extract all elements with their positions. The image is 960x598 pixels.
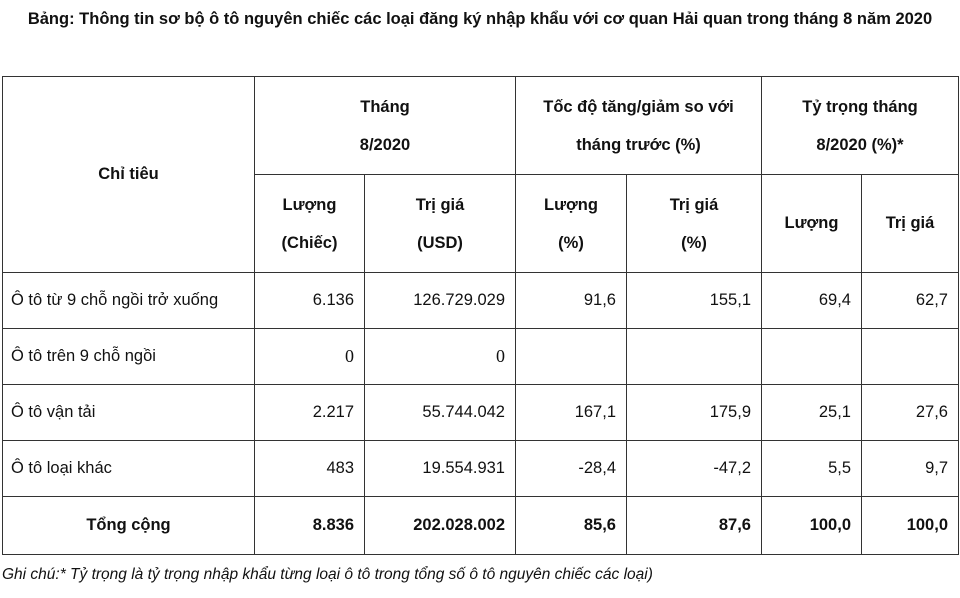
header-thang-line1: Tháng [360,97,410,116]
cell-chg-qty: -28,4 [516,441,627,497]
cell-chg-qty: 167,1 [516,385,627,441]
table-row [3,273,959,329]
table-title: Bảng: Thông tin sơ bộ ô tô nguyên chiếc các loại đăng ký nhập khẩu với cơ quan Hải quan trong tháng 8 năm 2020 [27,10,933,28]
total-share-val: 100,0 [862,497,959,555]
import-table [2,76,959,555]
header-ty-trong [762,77,959,175]
total-qty: 8.836 [255,497,365,555]
total-label: Tổng cộng [3,497,255,555]
total-value: 202.028.002 [365,497,516,555]
header-g3-trigia: Trị giá [862,175,959,273]
total-share-qty: 100,0 [762,497,862,555]
cell-share-qty: 69,4 [762,273,862,329]
header-g2-luong-line2: (%) [558,233,584,252]
table-row [3,329,959,385]
cell-qty: 483 [255,441,365,497]
header-g1-trigia-line1: Trị giá [415,195,465,214]
header-g2-trigia [627,175,762,273]
header-g2-luong [516,175,627,273]
row-label: Ô tô loại khác [3,441,255,497]
header-g1-luong-line1: Lượng [282,195,337,214]
row-label: Ô tô vận tải [3,385,255,441]
cell-chg-qty [516,329,627,385]
cell-value: 126.729.029 [365,273,516,329]
cell-qty: 0 [255,329,365,385]
cell-share-val: 27,6 [862,385,959,441]
table-row [3,441,959,497]
header-ty-trong-line2: 8/2020 (%)* [816,135,904,154]
cell-chg-qty: 91,6 [516,273,627,329]
header-row-group [3,77,959,175]
cell-share-qty: 5,5 [762,441,862,497]
header-toc-do-line1: Tốc độ tăng/giảm so với [543,97,734,116]
cell-chg-val: 155,1 [627,273,762,329]
cell-share-qty: 25,1 [762,385,862,441]
header-g3-luong: Lượng [762,175,862,273]
header-chi-tieu: Chỉ tiêu [3,77,255,273]
cell-chg-val [627,329,762,385]
cell-qty: 2.217 [255,385,365,441]
header-g2-luong-line1: Lượng [544,195,598,214]
table-row [3,385,959,441]
cell-value: 0 [365,329,516,385]
total-chg-val: 87,6 [627,497,762,555]
cell-chg-val: -47,2 [627,441,762,497]
header-toc-do-line2: tháng trước (%) [576,135,701,154]
cell-share-val: 9,7 [862,441,959,497]
header-g1-trigia [365,175,516,273]
total-chg-qty: 85,6 [516,497,627,555]
row-label: Ô tô từ 9 chỗ ngồi trở xuống [3,273,255,329]
cell-qty: 6.136 [255,273,365,329]
header-thang-line2: 8/2020 [359,135,411,154]
cell-share-val [862,329,959,385]
cell-share-qty [762,329,862,385]
cell-value: 55.744.042 [365,385,516,441]
header-g2-trigia-line2: (%) [681,233,707,252]
footnote: Ghi chú:* Tỷ trọng là tỷ trọng nhập khẩu từng loại ô tô trong tổng số ô tô nguyên chiếc các loại) [2,566,653,583]
header-g2-trigia-line1: Trị giá [669,195,719,214]
header-toc-do [516,77,762,175]
header-ty-trong-line1: Tỷ trọng tháng [802,97,918,116]
header-thang [255,77,516,175]
header-g1-luong [255,175,365,273]
row-label: Ô tô trên 9 chỗ ngồi [3,329,255,385]
cell-value: 19.554.931 [365,441,516,497]
header-g1-trigia-line2: (USD) [417,233,463,252]
cell-share-val: 62,7 [862,273,959,329]
total-row [3,497,959,555]
header-g1-luong-line2: (Chiếc) [281,233,338,252]
cell-chg-val: 175,9 [627,385,762,441]
